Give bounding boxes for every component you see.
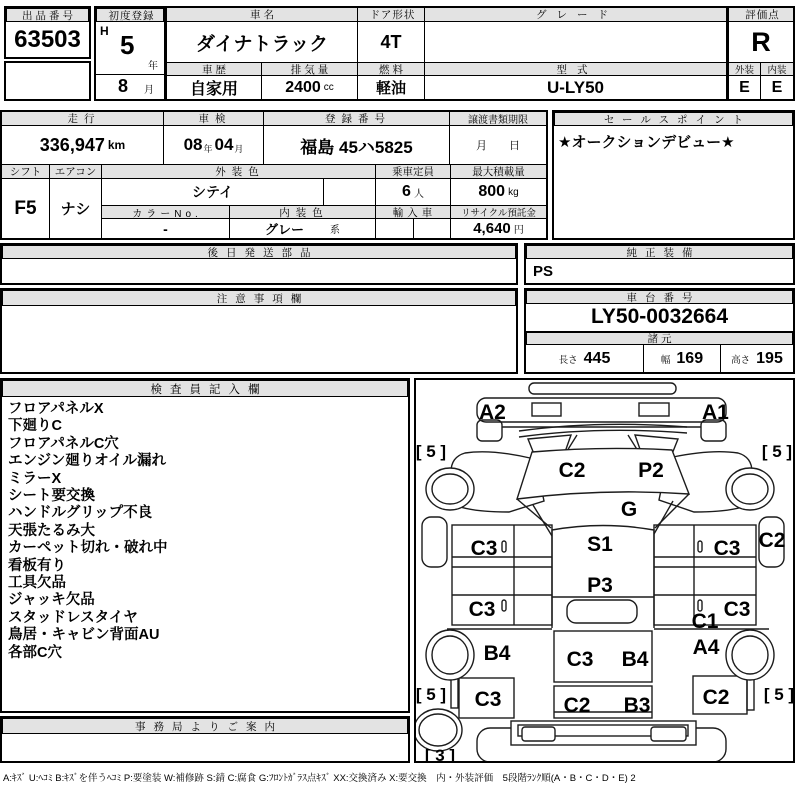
dimension-length-label: 長さ: [558, 354, 578, 366]
damage-label-b3: B3: [623, 694, 651, 717]
first-reg-label: 初度登録: [96, 8, 164, 22]
first-reg-block: [94, 6, 166, 101]
chassis-block: [524, 288, 795, 374]
auction-no-block: [4, 6, 91, 59]
chassis-no-value: LY50-0032664: [526, 303, 793, 332]
side-strip-left: [422, 517, 447, 567]
max-load-value: 800: [478, 183, 506, 200]
pillar-right-2: [654, 501, 673, 534]
door-shape-value: 4T: [357, 21, 425, 63]
rear-wheel-left: [426, 630, 474, 680]
model-code-label: 型式: [424, 62, 727, 76]
first-reg-month-cell: [96, 75, 164, 99]
inspector-note-item: 下廻りC: [8, 418, 62, 435]
first-reg-year: 5: [120, 30, 135, 60]
damage-label-c2-side-right: C2: [758, 529, 786, 552]
auction-no-label: 出品番号: [6, 8, 89, 22]
interior-color-cell: [229, 218, 376, 239]
damage-label-3-spare: [ 3 ]: [424, 746, 456, 761]
inspector-note-item: カーペット切れ・破れ中: [8, 540, 168, 557]
damage-label-c3-door-right: C3: [713, 537, 741, 560]
capacity-label: 乗車定員: [375, 164, 451, 179]
damage-label-p3: P3: [587, 574, 613, 597]
dimension-width-cell: [643, 344, 721, 373]
exterior-color-empty-cell: [323, 178, 376, 206]
inspection-label: 車検: [163, 111, 264, 126]
recycle-deposit-cell: [450, 218, 547, 239]
damage-label-s1: S1: [587, 533, 613, 556]
exterior-label: 外装: [728, 62, 761, 76]
damage-label-b4-bed-center: B4: [621, 648, 649, 671]
recycle-deposit-value: 4,640: [473, 220, 511, 237]
max-load-cell: [450, 178, 547, 206]
capacity-value: 6: [402, 183, 411, 200]
registration-label: 登録番号: [263, 111, 450, 126]
recycle-deposit-unit: 円: [513, 225, 524, 236]
inspector-notes-list: [2, 398, 408, 665]
inspector-note-item: ジャッキ欠品: [8, 592, 95, 609]
damage-label-g: G: [620, 498, 638, 521]
dimension-length-value: 445: [583, 349, 611, 367]
interior-color-value: グレー: [264, 222, 304, 237]
door-shape-label: ドア形状: [357, 7, 425, 22]
mileage-label: 走行: [1, 111, 164, 126]
displacement-cell: [261, 75, 358, 100]
dimension-height-cell: [720, 344, 794, 373]
damage-label-c2-windshield: C2: [558, 459, 586, 482]
inspector-note-item: フロアパネルC穴: [8, 435, 119, 452]
door-handle-left: [502, 541, 506, 552]
damage-label-5-front-left: [ 5 ]: [416, 442, 447, 461]
vehicle-head-grid: [165, 6, 728, 101]
inspection-year-suffix: 年: [203, 143, 213, 154]
genuine-equipment-label: 純正装備: [526, 245, 793, 259]
car-name-value: ダイナトラック: [166, 21, 358, 63]
dimensions-label: 諸元: [526, 332, 793, 345]
transfer-deadline-label: 譲渡書類期限: [449, 111, 547, 126]
inspector-note-item: 各部C穴: [8, 644, 62, 661]
damage-label-5-rear-right: [ 5 ]: [763, 685, 793, 704]
door-handle-right: [698, 541, 702, 552]
damage-label-c3-rear-left: C3: [474, 688, 502, 711]
inspector-note-item: スタッドレスタイヤ: [8, 609, 138, 626]
front-top-bar: [529, 383, 676, 394]
shift-label: シフト: [1, 164, 50, 179]
genuine-equipment-value: PS: [533, 263, 554, 280]
mileage-unit: km: [107, 138, 126, 152]
grade-value: [424, 21, 727, 63]
first-reg-era: H: [100, 24, 109, 38]
fuel-value: 軽油: [357, 75, 425, 100]
history-value: 自家用: [166, 75, 262, 100]
imported-empty-cell: [413, 218, 451, 239]
damage-label-5-rear-left: [ 5 ]: [416, 685, 447, 704]
pillar-left-2: [533, 505, 552, 536]
interior-label: 内装: [760, 62, 794, 76]
damage-label-c3-lower-right: C3: [723, 598, 751, 621]
inspector-note-item: ミラーX: [8, 470, 62, 487]
max-load-label: 最大積載量: [450, 164, 547, 179]
damage-label-c1: C1: [691, 610, 719, 633]
later-shipping-block: [0, 243, 518, 285]
damage-diagram-box: [414, 378, 795, 763]
rear-wheel-right: [726, 630, 774, 680]
office-notice-label: 事務局よりご案内: [2, 718, 408, 734]
score-block: [727, 6, 795, 101]
displacement-label: 排気量: [261, 62, 358, 76]
imported-label: 輸入車: [375, 205, 451, 219]
sales-point-value: ★オークションデビュー★: [558, 134, 735, 151]
inspector-note-item: ハンドルグリップ不良: [8, 505, 153, 522]
damage-label-c3-lower-left: C3: [468, 598, 496, 621]
dimension-width-label: 幅: [660, 354, 671, 366]
damage-code-legend: A:ｷｽﾞ U:ﾍｺﾐ B:ｷｽﾞを伴うﾍｺﾐ P:要塗装 W:補修跡 S:錆 C:腐食 G:ﾌﾛﾝﾄｶﾞﾗｽ点ｷｽﾞ XX:交換済み X:要交換 内・外装評価 5段階ﾗﾝｸ順(A・B・C・D・E) 2: [3, 773, 636, 784]
capacity-cell: [375, 178, 451, 206]
max-load-unit: kg: [508, 186, 519, 198]
spare-tire: [416, 709, 462, 751]
aircon-value: ナシ: [49, 178, 102, 239]
first-reg-year-suffix: 年: [148, 61, 158, 72]
cowl-line-bottom: [519, 430, 687, 437]
damage-label-p2: P2: [638, 459, 664, 482]
sales-point-block: [552, 110, 795, 240]
history-label: 車歴: [166, 62, 262, 76]
inspector-note-item: シート要交換: [8, 488, 95, 505]
damage-label-a2: A2: [479, 401, 506, 424]
dimension-height-value: 195: [756, 349, 783, 367]
mileage-cell: [1, 125, 164, 165]
inspection-cell: [163, 125, 264, 165]
panel-handle-left: [502, 600, 506, 611]
color-no-value: -: [101, 218, 230, 239]
cautions-label: 注意事項欄: [2, 290, 516, 306]
later-shipping-label: 後日発送部品: [2, 245, 516, 259]
interior-color-suffix: 系: [330, 225, 340, 236]
office-notice-block: [0, 716, 410, 763]
fuel-label: 燃料: [357, 62, 425, 76]
inspector-notes-block: [0, 378, 410, 713]
inspector-note-item: 天張たるみ大: [8, 522, 95, 539]
inspector-note-item: 工具欠品: [8, 575, 66, 592]
interior-value: E: [760, 75, 794, 100]
damage-label-c3-bed-center: C3: [566, 648, 594, 671]
interior-color-label: 内装色: [229, 205, 376, 219]
exterior-color-label: 外装色: [101, 164, 376, 179]
auction-no-value: 63503: [14, 25, 81, 53]
rear-bumper-step-left: [522, 727, 555, 741]
damage-label-c2-tailgate: C2: [563, 694, 591, 717]
registration-value: 福島 45ハ5825: [263, 125, 450, 165]
imported-value: [375, 218, 414, 239]
auction-no-empty-box: [4, 61, 91, 101]
damage-label-a4: A4: [692, 636, 720, 659]
chassis-no-label: 車台番号: [526, 290, 793, 304]
damage-label-c3-door-left: C3: [470, 537, 498, 560]
color-no-label: カラーNo.: [101, 205, 230, 219]
sales-point-label: セールスポイント: [554, 112, 793, 126]
info-table: [0, 110, 548, 240]
genuine-equipment-block: [524, 243, 795, 285]
displacement-unit: cc: [323, 82, 334, 93]
displacement-value: 2400: [285, 78, 321, 96]
inspector-note-item: 看板有り: [8, 557, 66, 574]
capacity-unit: 人: [413, 188, 424, 200]
car-name-label: 車名: [166, 7, 358, 22]
cautions-block: [0, 288, 518, 374]
score-label: 評価点: [728, 7, 794, 22]
shift-value: F5: [1, 178, 50, 239]
inspection-month-suffix: 月: [234, 143, 244, 154]
grade-label: グレード: [424, 7, 727, 22]
pillar-left-1: [517, 499, 551, 528]
damage-label-b4-left: B4: [483, 642, 511, 665]
damage-diagram: [416, 380, 793, 761]
model-code-value: U-LY50: [424, 75, 727, 100]
inspector-notes-label: 検査員記入欄: [2, 380, 408, 397]
score-value: R: [728, 21, 794, 63]
inspector-note-item: フロアパネルX: [8, 401, 104, 417]
damage-label-5-front-right: [ 5 ]: [761, 442, 793, 461]
first-reg-month-suffix: 月: [144, 85, 154, 96]
recycle-deposit-label: リサイクル預託金: [450, 205, 547, 219]
dimension-length-cell: [525, 344, 644, 373]
exterior-value: E: [728, 75, 761, 100]
inspection-month: 04: [214, 135, 234, 154]
inspector-note-item: 鳥居・キャビン背面AU: [8, 627, 160, 644]
damage-label-c2-rear-right: C2: [702, 686, 730, 709]
rear-bumper-step-right: [651, 727, 686, 741]
inspection-year: 08: [183, 135, 203, 154]
front-fascia: [477, 398, 726, 422]
exterior-color-value: シテイ: [101, 178, 324, 206]
aircon-label: エアコン: [49, 164, 102, 179]
inspector-note-item: エンジン廻りオイル漏れ: [8, 453, 167, 470]
first-reg-year-cell: [96, 22, 164, 75]
damage-label-a1: A1: [702, 401, 729, 424]
transfer-deadline-value: 月 日: [449, 125, 547, 165]
mileage-value: 336,947: [39, 134, 105, 155]
dimension-height-label: 高さ: [731, 354, 751, 366]
first-reg-month: 8: [118, 76, 129, 96]
dimension-width-value: 169: [676, 349, 704, 367]
